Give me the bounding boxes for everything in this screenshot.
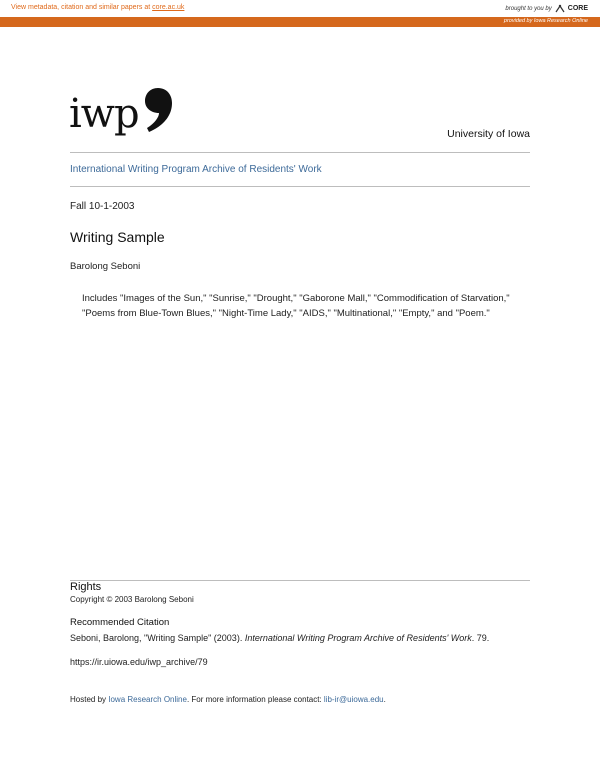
comma-logo-icon (143, 86, 173, 134)
rights-text: Copyright © 2003 Barolong Seboni (70, 595, 194, 604)
hosted-by-footer (70, 695, 386, 704)
citation-text (70, 632, 520, 645)
document-title[interactable]: Writing Sample (70, 229, 165, 245)
citation-journal: International Writing Program Archive of Residents' Work (244, 633, 472, 643)
citation-prefix: Seboni, Barolong, "Writing Sample" (2003). (70, 633, 245, 643)
abstract: Includes "Images of the Sun," "Sunrise," "Drought," "Gaborone Mall," "Commodification of Starvation," "Poems from Blue-Town Blues," "Night-Time Lady," "AIDS," "Multinational," "Empty," and "Poem." (82, 293, 510, 319)
rights-label: Rights (70, 581, 102, 593)
hosted-by-text: Hosted by (70, 695, 109, 704)
brought-by (505, 4, 588, 13)
core-link[interactable]: core.ac.uk (152, 4, 185, 11)
core-label[interactable]: CORE (567, 5, 588, 12)
author-name: Barolong Seboni (70, 261, 141, 272)
citation-url[interactable]: https://ir.uiowa.edu/iwp_archive/79 (70, 657, 208, 667)
archive-link[interactable]: International Writing Program Archive of Residents' Work (70, 164, 322, 175)
host-link[interactable]: Iowa Research Online (108, 695, 187, 704)
footer-end: . (383, 695, 386, 704)
logo-text: iwp (69, 91, 139, 137)
provided-by: provided by Iowa Research Online (503, 18, 588, 24)
core-logo-icon (555, 4, 565, 13)
divider-mid (70, 186, 530, 187)
contact-email-link[interactable]: lib-ir@uiowa.edu (323, 695, 384, 704)
citation-suffix: . 79. (471, 633, 490, 643)
brought-by-text: brought to you by (505, 5, 552, 12)
provider-bar (0, 17, 600, 27)
publication-date: Fall 10-1-2003 (70, 201, 135, 212)
divider-top (70, 152, 530, 153)
citation-label: Recommended Citation (70, 617, 170, 628)
iwp-logo (69, 86, 173, 137)
metadata-prefix: View metadata, citation and similar papers at (11, 4, 153, 11)
contact-text: . For more information please contact: (186, 695, 324, 704)
divider-rights (70, 580, 530, 581)
metadata-notice (11, 4, 184, 11)
university-name: University of Iowa (447, 128, 530, 140)
core-banner (0, 0, 600, 17)
